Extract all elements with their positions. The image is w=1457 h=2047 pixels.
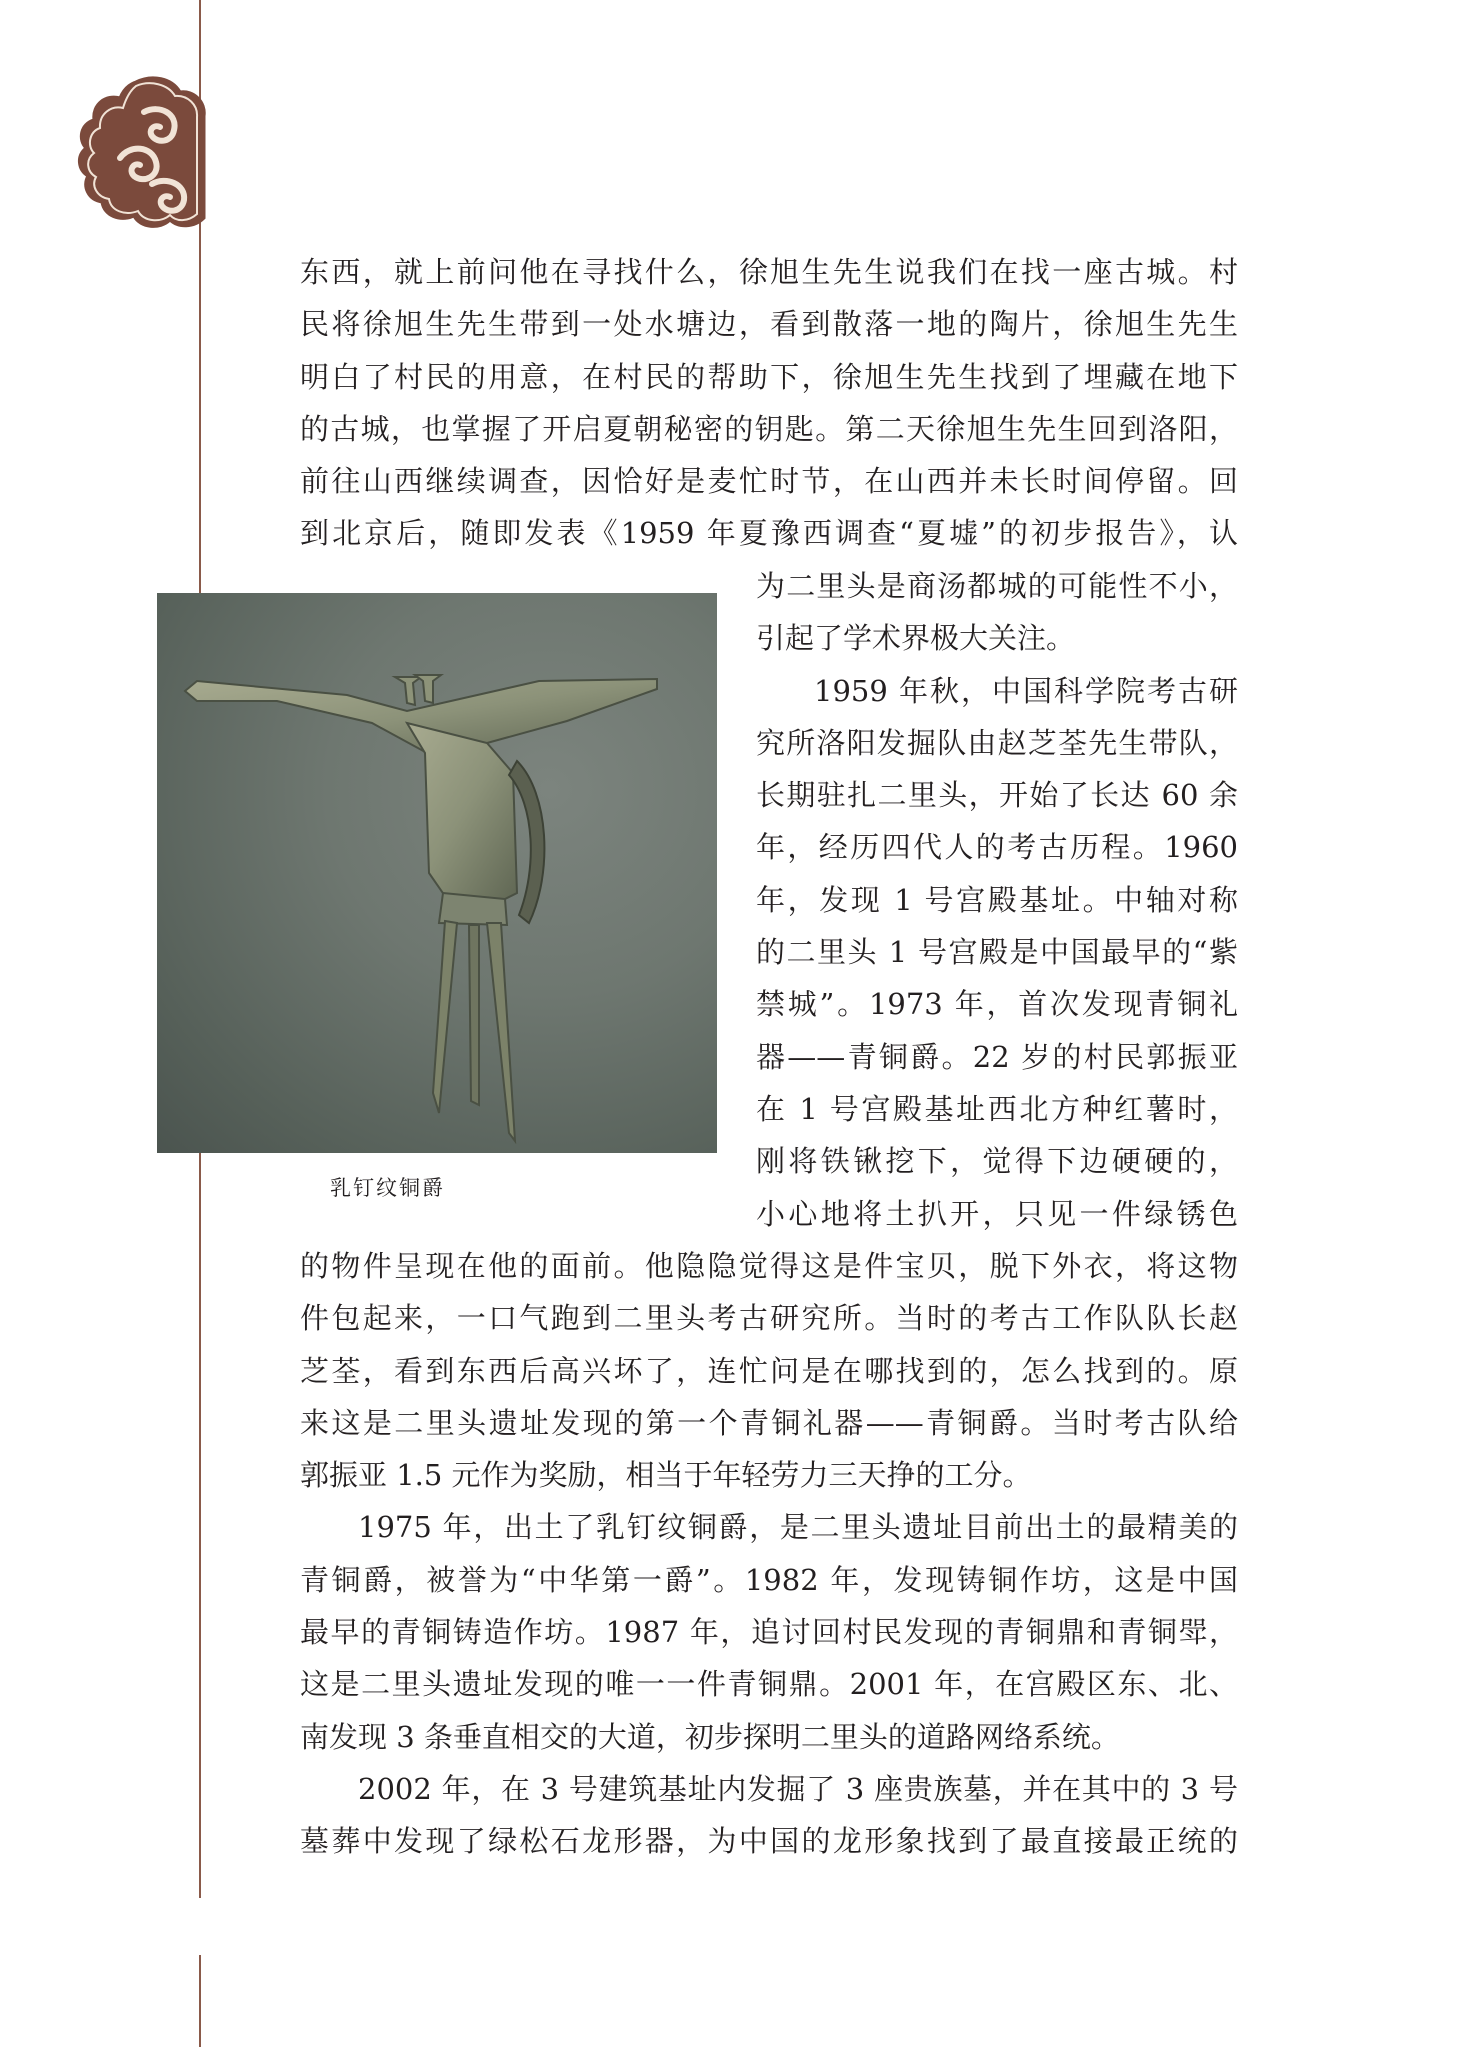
margin-rule-bottom [199, 1955, 201, 2047]
body-text-side [756, 560, 1238, 1240]
paragraph-line: 墓葬中发现了绿松石龙形器，为中国的龙形象找到了最直接最正统的 [300, 1824, 1238, 1859]
paragraph-line: 明白了村民的用意，在村民的帮助下，徐旭生先生找到了埋藏在地下 [300, 359, 1238, 394]
paragraph-line: 在 1 号宫殿基址西北方种红薯时， [756, 1091, 1238, 1126]
paragraph-line: 的物件呈现在他的面前。他隐隐觉得这是件宝贝，脱下外衣，将这物 [300, 1249, 1238, 1283]
paragraph-line: 1959 年秋，中国科学院考古研 [814, 673, 1238, 708]
figure-caption: 乳钉纹铜爵 [330, 1176, 445, 1200]
paragraph-line: 引起了学术界极大关注。 [756, 621, 1076, 656]
paragraph-line: 年，经历四代人的考古历程。1960 [756, 830, 1238, 865]
paragraph-line: 芝荃，看到东西后高兴坏了，连忙问是在哪找到的，怎么找到的。原 [300, 1353, 1238, 1388]
paragraph-line: 最早的青铜铸造作坊。1987 年，追讨回村民发现的青铜鼎和青铜斝， [300, 1615, 1238, 1650]
paragraph-line: 2002 年，在 3 号建筑基址内发掘了 3 座贵族墓，并在其中的 3 号 [358, 1771, 1238, 1806]
paragraph-line: 来这是二里头遗址发现的第一个青铜礼器——青铜爵。当时考古队给 [300, 1405, 1238, 1440]
paragraph-line: 这是二里头遗址发现的唯一一件青铜鼎。2001 年，在宫殿区东、北、 [300, 1667, 1238, 1702]
paragraph-line: 小心地将土扒开，只见一件绿锈色 [756, 1196, 1238, 1231]
paragraph-line: 前往山西继续调查，因恰好是麦忙时节，在山西并未长时间停留。回 [300, 464, 1238, 499]
paragraph-line: 青铜爵，被誉为“中华第一爵”。1982 年，发现铸铜作坊，这是中国 [300, 1562, 1238, 1597]
paragraph-line: 到北京后，随即发表《1959 年夏豫西调查“夏墟”的初步报告》，认 [300, 516, 1238, 551]
paragraph-line: 的二里头 1 号宫殿是中国最早的“紫 [756, 935, 1238, 970]
paragraph-line: 器——青铜爵。22 岁的村民郭振亚 [756, 1039, 1238, 1074]
paragraph-line: 禁城”。1973 年，首次发现青铜礼 [756, 987, 1238, 1022]
body-text-top [300, 246, 1238, 560]
auspicious-cloud-icon [74, 72, 206, 232]
paragraph-line: 年，发现 1 号宫殿基址。中轴对称 [756, 882, 1238, 917]
paragraph-line: 为二里头是商汤都城的可能性不小， [756, 569, 1238, 603]
paragraph-line: 东西，就上前问他在寻找什么，徐旭生先生说我们在找一座古城。村 [300, 255, 1238, 289]
paragraph-line: 的古城，也掌握了开启夏朝秘密的钥匙。第二天徐旭生先生回到洛阳， [300, 411, 1238, 446]
paragraph-line: 郭振亚 1.5 元作为奖励，相当于年轻劳力三天挣的工分。 [300, 1458, 1032, 1493]
paragraph-line: 究所洛阳发掘队由赵芝荃先生带队， [756, 725, 1238, 760]
bronze-jue-photo [157, 593, 717, 1153]
paragraph-line: 长期驻扎二里头，开始了长达 60 余 [756, 778, 1238, 813]
paragraph-line: 1975 年，出土了乳钉纹铜爵，是二里头遗址目前出土的最精美的 [358, 1510, 1238, 1545]
paragraph-line: 件包起来，一口气跑到二里头考古研究所。当时的考古工作队队长赵 [300, 1301, 1238, 1336]
paragraph-line: 民将徐旭生先生带到一处水塘边，看到散落一地的陶片，徐旭生先生 [300, 307, 1238, 342]
paragraph-line: 刚将铁锹挖下，觉得下边硬硬的， [756, 1144, 1238, 1179]
paragraph-line: 南发现 3 条垂直相交的大道，初步探明二里头的道路网络系统。 [300, 1719, 1120, 1754]
body-text-bottom [300, 1240, 1238, 1868]
